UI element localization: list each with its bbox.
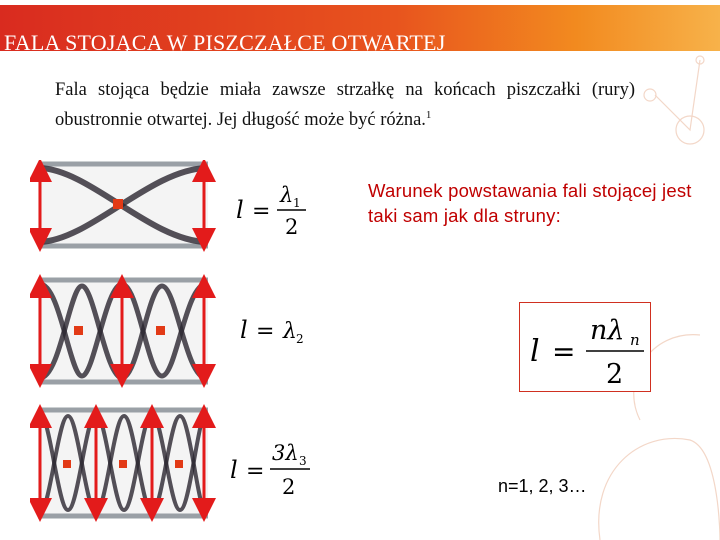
formula-lhs: l bbox=[530, 334, 540, 369]
intro-text: Fala stojąca będzie miała zawsze strzałkę na końcach piszczałki (rury) obustronnie otwartej. Jej długość może być różna. bbox=[55, 80, 635, 131]
formula-numerator: 3λ bbox=[272, 441, 299, 465]
node-marker bbox=[74, 326, 83, 335]
formula-numerator: λ bbox=[280, 183, 294, 207]
formula-numerator-subscript: n bbox=[630, 331, 640, 349]
general-formula-box bbox=[519, 302, 651, 392]
formula-general bbox=[520, 303, 650, 391]
formula-harmonic-3 bbox=[226, 436, 326, 502]
formula-lhs: l bbox=[240, 316, 248, 344]
slide-title: FALA STOJĄCA W PISZCZAŁCE OTWARTEJ bbox=[4, 30, 446, 55]
formula-numerator: nλ bbox=[590, 315, 625, 346]
formula-harmonic-2 bbox=[236, 310, 326, 350]
formula-equals: = bbox=[552, 335, 576, 368]
formula-denominator: 2 bbox=[285, 215, 299, 239]
formula-denominator: 2 bbox=[606, 359, 624, 390]
formula-harmonic-1 bbox=[232, 178, 322, 242]
node-marker bbox=[175, 460, 183, 468]
formula-lhs: l bbox=[230, 456, 238, 484]
node-marker bbox=[156, 326, 165, 335]
formula-numerator-subscript: 1 bbox=[293, 196, 301, 210]
intro-paragraph bbox=[55, 78, 635, 133]
condition-text: Warunek powstawania fali stojącej jest taki sam jak dla struny: bbox=[368, 180, 692, 226]
node-marker bbox=[119, 460, 127, 468]
formula-equals: = bbox=[252, 199, 271, 224]
formula-equals: = bbox=[256, 319, 275, 344]
footnote-marker: 1 bbox=[425, 109, 432, 121]
pipe-diagram-harmonic-3 bbox=[38, 410, 208, 516]
formula-lhs: l bbox=[236, 196, 244, 224]
node-marker bbox=[113, 199, 123, 209]
node-marker bbox=[63, 460, 71, 468]
pipe-diagram-harmonic-2 bbox=[38, 280, 208, 382]
formula-rhs: λ bbox=[283, 319, 297, 344]
formula-rhs-subscript: 2 bbox=[296, 332, 304, 346]
formula-equals: = bbox=[246, 459, 265, 484]
formula-denominator: 2 bbox=[282, 475, 296, 499]
n-values: n=1, 2, 3… bbox=[498, 476, 587, 496]
formula-numerator-subscript: 3 bbox=[299, 454, 307, 468]
pipe-diagram-harmonic-1 bbox=[38, 164, 208, 246]
pipe-diagrams bbox=[30, 160, 220, 530]
